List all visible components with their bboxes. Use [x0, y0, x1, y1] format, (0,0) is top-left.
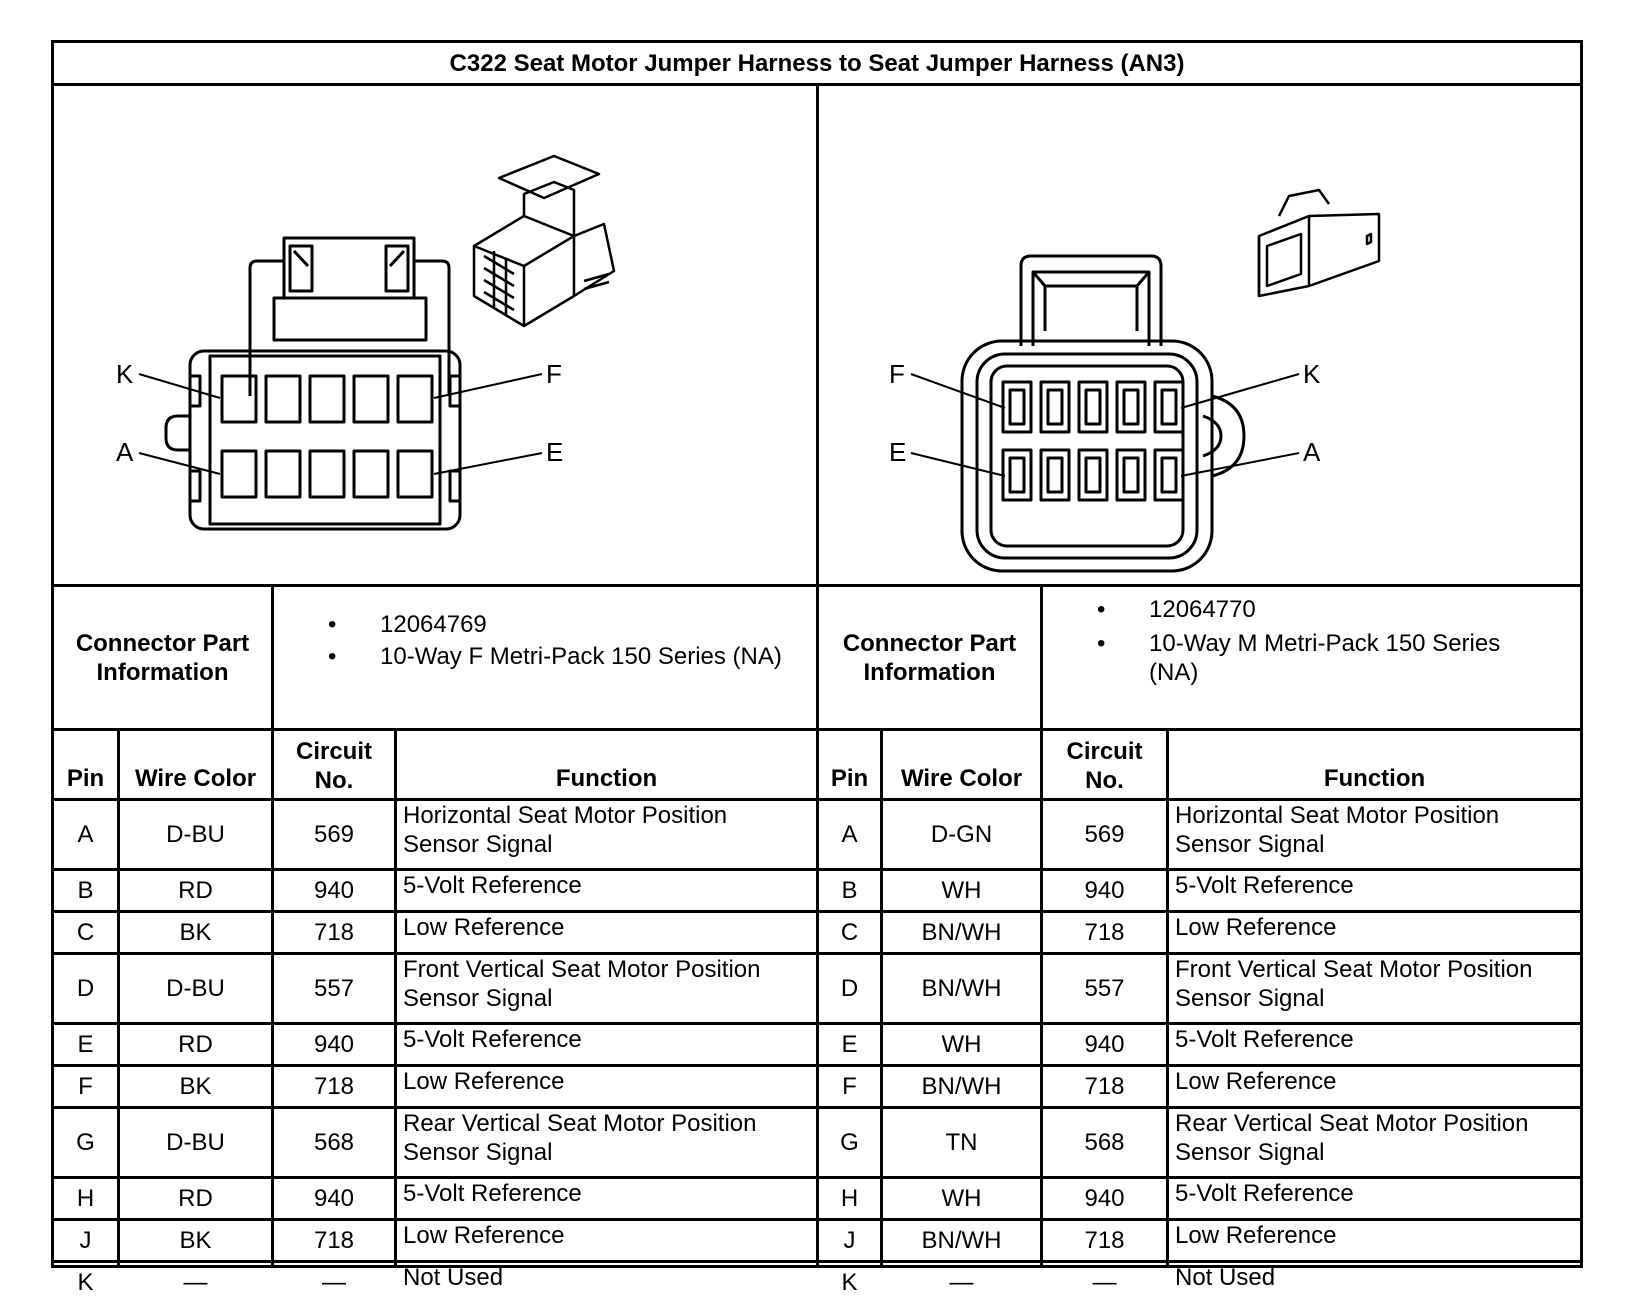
- function-line: Sensor Signal: [1175, 985, 1325, 1012]
- function-line: Sensor Signal: [403, 1139, 553, 1166]
- pin-cell: H: [840, 1185, 859, 1212]
- label-line: Connector Part: [842, 629, 1017, 657]
- col-pin-header: Pin: [830, 764, 869, 792]
- terminal-row-top: [1003, 382, 1183, 432]
- circuit-number-cell: 569: [1084, 821, 1125, 848]
- circuit-number-cell: 940: [313, 1031, 355, 1058]
- wire-color-cell: BN/WH: [921, 1227, 1002, 1254]
- function-cell: [1169, 1179, 1580, 1218]
- function-cell: [397, 1067, 816, 1106]
- pin-cell: B: [841, 877, 858, 904]
- circuit-number-cell: 718: [1084, 1073, 1125, 1100]
- function-cell: [397, 913, 816, 952]
- function-line: 5-Volt Reference: [403, 1026, 582, 1053]
- function-line: Low Reference: [1175, 1068, 1337, 1095]
- function-cell: [1169, 1025, 1580, 1064]
- circuit-number-cell: 940: [1084, 877, 1125, 904]
- function-cell: [1169, 1221, 1580, 1260]
- function-line: 5-Volt Reference: [1175, 1026, 1354, 1053]
- pin-cell: D: [76, 975, 95, 1002]
- function-line: Rear Vertical Seat Motor Position: [403, 1110, 757, 1137]
- pin-cell: G: [76, 1129, 95, 1156]
- function-line: Front Vertical Seat Motor Position: [403, 956, 761, 983]
- col-wire-color-header: Wire Color: [900, 764, 1023, 792]
- circuit-number-cell: 940: [313, 1185, 355, 1212]
- function-cell: [1169, 1109, 1580, 1176]
- female-connector-diagram: [54, 86, 814, 584]
- function-cell: [1169, 1067, 1580, 1106]
- circuit-number-cell: 569: [313, 821, 355, 848]
- function-cell: [397, 1109, 816, 1176]
- wire-color-cell: WH: [941, 1185, 982, 1212]
- label-line: Information: [96, 658, 229, 686]
- left-part-info-label: [54, 587, 271, 728]
- pin-cell: E: [841, 1031, 858, 1058]
- function-line: 5-Volt Reference: [1175, 872, 1354, 899]
- pin-cell: A: [77, 821, 94, 848]
- part-info-divider-right: [1040, 584, 1043, 728]
- pin-callout-f: F: [546, 359, 562, 389]
- circuit-number-cell: 568: [313, 1129, 355, 1156]
- function-line: Sensor Signal: [403, 831, 553, 858]
- pin-cell: E: [77, 1031, 94, 1058]
- circuit-number-cell: —: [1092, 1269, 1117, 1296]
- pin-cell: F: [78, 1073, 93, 1100]
- function-line: 5-Volt Reference: [403, 872, 582, 899]
- male-connector-thumbnail: [1259, 190, 1379, 296]
- pin-cell: C: [840, 919, 859, 946]
- function-line: Low Reference: [403, 1222, 565, 1249]
- wire-color-cell: WH: [941, 877, 982, 904]
- circuit-number-cell: 557: [313, 975, 355, 1002]
- wire-color-cell: RD: [178, 1185, 213, 1212]
- circuit-number-cell: 557: [1084, 975, 1125, 1002]
- function-cell: [1169, 1263, 1580, 1302]
- function-cell: [1169, 913, 1580, 952]
- wire-color-cell: BN/WH: [921, 919, 1002, 946]
- male-connector-diagram: [819, 86, 1579, 584]
- col-wire-color-header: Wire Color: [134, 764, 257, 792]
- part-number: 12064770: [1149, 596, 1256, 623]
- pin-callout-e: E: [889, 437, 907, 467]
- pin-cell: K: [77, 1269, 94, 1296]
- wire-color-cell: BK: [179, 1073, 212, 1100]
- function-cell: [397, 1221, 816, 1260]
- function-line: Low Reference: [1175, 914, 1337, 941]
- function-line: Sensor Signal: [1175, 1139, 1325, 1166]
- right-part-info-label: [819, 587, 1040, 728]
- function-cell: [1169, 955, 1580, 1022]
- wire-color-cell: D-BU: [166, 821, 225, 848]
- function-line: Not Used: [403, 1264, 504, 1291]
- function-line: 5-Volt Reference: [403, 1180, 582, 1207]
- pin-cell: G: [840, 1129, 859, 1156]
- circuit-number-cell: 940: [313, 877, 355, 904]
- pin-cell: J: [79, 1227, 92, 1254]
- pin-callout-k: K: [1303, 359, 1321, 389]
- function-line: Sensor Signal: [1175, 831, 1325, 858]
- bullet: •: [1097, 630, 1106, 657]
- circuit-number-cell: 940: [1084, 1031, 1125, 1058]
- function-cell: [1169, 871, 1580, 910]
- col-circuit-header: [274, 731, 394, 801]
- cavity-row-top: [222, 376, 432, 422]
- pin-cell: C: [76, 919, 95, 946]
- header-line: Circuit: [1066, 738, 1143, 765]
- pin-callout-a: A: [116, 437, 134, 467]
- col-pin-header: Pin: [66, 764, 105, 792]
- header-line: Circuit: [295, 738, 372, 765]
- function-cell: [1169, 801, 1580, 868]
- wire-color-cell: TN: [945, 1129, 978, 1156]
- connector-description: 10-Way M Metri-Pack 150 Series: [1149, 630, 1501, 657]
- function-line: 5-Volt Reference: [1175, 1180, 1354, 1207]
- wire-color-cell: —: [183, 1269, 208, 1296]
- wire-color-cell: RD: [178, 1031, 213, 1058]
- pin-callout-f: F: [889, 359, 905, 389]
- function-line: Not Used: [1175, 1264, 1276, 1291]
- function-line: Horizontal Seat Motor Position: [403, 802, 728, 829]
- pin-callout-k: K: [116, 359, 134, 389]
- bullet: •: [1097, 596, 1106, 623]
- function-line: Rear Vertical Seat Motor Position: [1175, 1110, 1529, 1137]
- header-line: No.: [1085, 767, 1124, 794]
- wire-color-cell: RD: [178, 877, 213, 904]
- diagram-divider: [54, 584, 1580, 587]
- page-title: C322 Seat Motor Jumper Harness to Seat Jumper Harness (AN3): [449, 49, 1185, 77]
- bullet: •: [328, 611, 337, 638]
- part-number: 12064769: [380, 611, 487, 638]
- function-line: Low Reference: [403, 914, 565, 941]
- wire-color-cell: BN/WH: [921, 1073, 1002, 1100]
- pin-cell: A: [841, 821, 858, 848]
- pin-cell: K: [841, 1269, 858, 1296]
- part-info-divider-left: [271, 584, 274, 728]
- pin-cell: B: [77, 877, 94, 904]
- function-cell: [397, 955, 816, 1022]
- wire-color-cell: D-BU: [166, 1129, 225, 1156]
- col-function-header: Function: [555, 764, 658, 792]
- circuit-number-cell: 940: [1084, 1185, 1125, 1212]
- circuit-number-cell: 718: [1084, 1227, 1125, 1254]
- terminal-row-bottom: [1003, 450, 1183, 500]
- bullet: •: [328, 643, 337, 670]
- wire-color-cell: —: [949, 1269, 974, 1296]
- wire-color-cell: BK: [179, 1227, 212, 1254]
- circuit-number-cell: 718: [313, 1227, 355, 1254]
- connector-end-view-sheet: [51, 40, 1583, 1296]
- circuit-number-cell: 718: [1084, 919, 1125, 946]
- function-line: Horizontal Seat Motor Position: [1175, 802, 1500, 829]
- circuit-number-cell: —: [322, 1269, 346, 1296]
- function-cell: [397, 1025, 816, 1064]
- label-line: Connector Part: [75, 629, 250, 657]
- col-circuit-header: [1043, 731, 1166, 801]
- pin-callout-a: A: [1303, 437, 1321, 467]
- pin-callout-e: E: [546, 437, 564, 467]
- wire-color-cell: D-GN: [930, 821, 993, 848]
- pin-cell: F: [842, 1073, 857, 1100]
- pin-cell: J: [843, 1227, 856, 1254]
- wire-color-cell: WH: [941, 1031, 982, 1058]
- function-line: Front Vertical Seat Motor Position: [1175, 956, 1533, 983]
- function-cell: [397, 871, 816, 910]
- connector-description: 10-Way F Metri-Pack 150 Series (NA): [380, 643, 782, 670]
- function-cell: [397, 801, 816, 868]
- pin-cell: H: [76, 1185, 95, 1212]
- connector-description-cont: (NA): [1149, 659, 1199, 686]
- header-line: No.: [314, 767, 354, 794]
- cavity-row-bottom: [222, 451, 432, 497]
- circuit-number-cell: 568: [1084, 1129, 1125, 1156]
- circuit-number-cell: 718: [313, 919, 355, 946]
- function-line: Low Reference: [1175, 1222, 1337, 1249]
- circuit-number-cell: 718: [313, 1073, 355, 1100]
- function-line: Sensor Signal: [403, 985, 553, 1012]
- function-line: Low Reference: [403, 1068, 565, 1095]
- function-cell: [397, 1179, 816, 1218]
- pin-cell: D: [840, 975, 859, 1002]
- female-connector-thumbnail: [474, 156, 614, 326]
- wire-color-cell: BN/WH: [921, 975, 1002, 1002]
- wire-color-cell: D-BU: [166, 975, 225, 1002]
- label-line: Information: [863, 658, 996, 686]
- wire-color-cell: BK: [179, 919, 212, 946]
- col-function-header: Function: [1323, 764, 1426, 792]
- function-cell: [397, 1263, 816, 1302]
